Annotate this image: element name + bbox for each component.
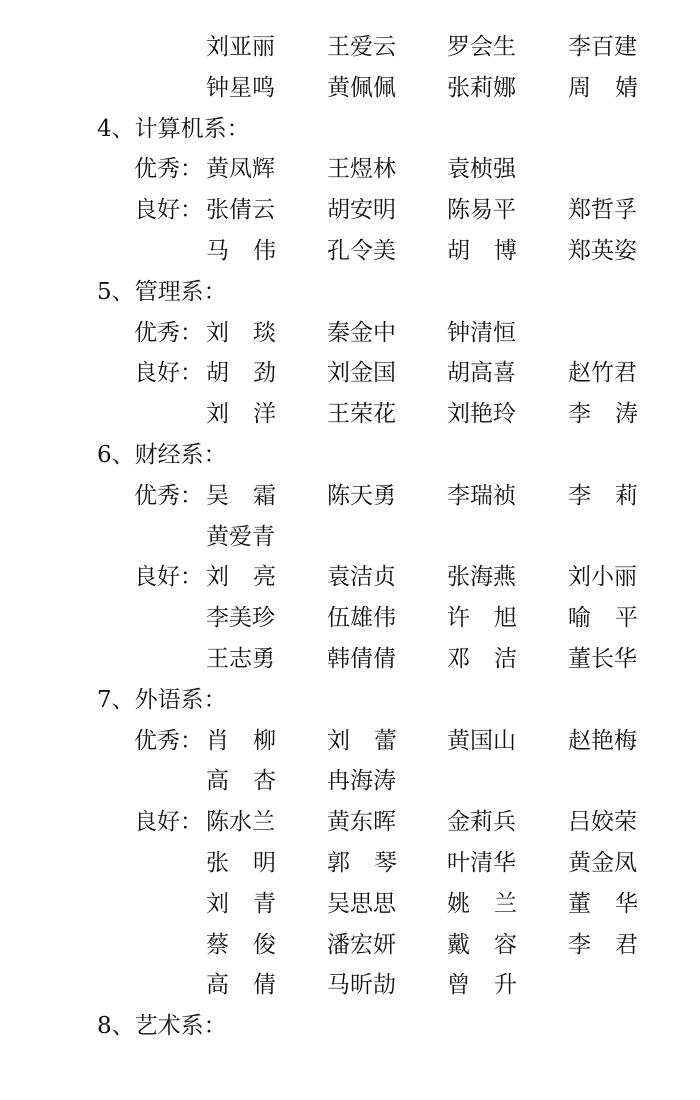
award-level-label: 优秀： (134, 727, 203, 754)
student-name: 刘小丽 (568, 564, 637, 591)
student-name: 陈天勇 (327, 482, 396, 509)
student-name: 钟星鸣 (206, 74, 275, 101)
name-row (0, 68, 700, 109)
student-name: 金莉兵 (447, 809, 516, 836)
student-name: 吴思思 (327, 890, 396, 917)
name-row (0, 394, 700, 435)
student-name: 董 华 (568, 890, 638, 917)
student-name: 黄凤辉 (206, 156, 275, 183)
student-name: 孔令美 (327, 237, 396, 264)
student-name: 黄金凤 (568, 849, 637, 876)
section-title: 8、艺术系： (97, 1013, 227, 1040)
student-name: 陈易平 (447, 197, 516, 224)
student-name: 邓 洁 (447, 645, 517, 672)
student-name: 张倩云 (206, 197, 275, 224)
name-row (0, 27, 700, 68)
student-name: 郑哲孚 (568, 197, 637, 224)
student-name: 王爱云 (327, 34, 396, 60)
name-row (0, 965, 700, 1006)
student-name: 王志勇 (206, 645, 275, 672)
student-name: 钟清恒 (447, 319, 516, 346)
award-level-label: 优秀： (134, 156, 203, 183)
student-name: 张 明 (206, 849, 276, 876)
student-name: 黄爱青 (206, 523, 275, 550)
student-name: 黄国山 (447, 727, 516, 754)
student-name: 黄东晖 (327, 809, 396, 836)
name-row (0, 761, 700, 802)
student-name: 郭 琴 (327, 849, 397, 876)
student-name: 许 旭 (447, 605, 517, 632)
award-level-label: 优秀： (134, 319, 203, 346)
student-name: 马 伟 (206, 237, 276, 264)
award-level-label: 良好： (134, 809, 203, 836)
student-name: 罗会生 (447, 34, 516, 60)
student-name: 胡高喜 (447, 360, 516, 387)
student-name: 袁洁贞 (327, 564, 396, 591)
student-name: 韩倩倩 (327, 645, 396, 672)
name-row (0, 925, 700, 966)
student-name: 胡安明 (327, 197, 396, 224)
section-title: 7、外语系： (97, 686, 227, 713)
section-title: 5、管理系： (97, 278, 227, 305)
student-name: 袁桢强 (447, 156, 516, 183)
student-name: 王荣花 (327, 401, 396, 428)
student-name: 马昕劼 (327, 972, 396, 999)
student-name: 李 涛 (568, 401, 638, 428)
name-row (0, 639, 700, 680)
student-name: 周 婧 (568, 74, 638, 101)
award-level-label: 良好： (134, 564, 203, 591)
student-name: 秦金中 (327, 319, 396, 346)
student-name: 戴 容 (447, 931, 517, 958)
student-name: 李百建 (568, 34, 637, 60)
award-level-label: 良好： (134, 360, 203, 387)
section-title-line (0, 272, 700, 313)
student-name: 吕姣荣 (568, 809, 637, 836)
name-row (0, 802, 700, 843)
name-row (0, 353, 700, 394)
name-row (0, 884, 700, 925)
student-name: 刘 蕾 (327, 727, 397, 754)
student-name: 张莉娜 (447, 74, 516, 101)
student-name: 王煜林 (327, 156, 396, 183)
student-name: 刘 洋 (206, 401, 276, 428)
name-row (0, 190, 700, 231)
student-name: 郑英姿 (568, 237, 637, 264)
student-name: 潘宏妍 (327, 931, 396, 958)
student-name: 刘金国 (327, 360, 396, 387)
student-name: 李瑞祯 (447, 482, 516, 509)
section-title-line (0, 435, 700, 476)
student-name: 赵竹君 (568, 360, 637, 387)
section-title-line (0, 1006, 700, 1047)
student-name: 刘 亮 (206, 564, 276, 591)
student-name: 李 君 (568, 931, 638, 958)
student-name: 姚 兰 (447, 890, 517, 917)
student-name: 胡 劲 (206, 360, 276, 387)
award-level-label: 良好： (134, 197, 203, 224)
name-row (0, 231, 700, 272)
section-title-line (0, 680, 700, 721)
name-row (0, 149, 700, 190)
student-name: 刘 青 (206, 890, 276, 917)
student-name: 高 杏 (206, 768, 276, 795)
student-name: 董长华 (568, 645, 637, 672)
name-row (0, 517, 700, 558)
name-row (0, 313, 700, 354)
section-title: 6、财经系： (97, 441, 227, 468)
student-name: 高 倩 (206, 972, 276, 999)
student-name: 刘 琰 (206, 319, 276, 346)
student-name: 刘亚丽 (206, 34, 275, 60)
student-name: 李 莉 (568, 482, 638, 509)
student-name: 喻 平 (568, 605, 638, 632)
student-name: 张海燕 (447, 564, 516, 591)
student-name: 赵艳梅 (568, 727, 637, 754)
student-name: 冉海涛 (327, 768, 396, 795)
section-title: 4、计算机系： (97, 115, 250, 142)
name-row (0, 557, 700, 598)
student-name: 叶清华 (447, 849, 516, 876)
name-row (0, 598, 700, 639)
student-name: 肖 柳 (206, 727, 276, 754)
award-level-label: 优秀： (134, 482, 203, 509)
student-name: 吴 霜 (206, 482, 276, 509)
student-name: 李美珍 (206, 605, 275, 632)
student-name: 蔡 俊 (206, 931, 276, 958)
student-name: 伍雄伟 (327, 605, 396, 632)
student-name: 陈水兰 (206, 809, 275, 836)
section-title-line (0, 109, 700, 150)
name-row (0, 721, 700, 762)
student-name: 曾 升 (447, 972, 517, 999)
student-name: 刘艳玲 (447, 401, 516, 428)
student-name: 胡 博 (447, 237, 517, 264)
student-name: 黄佩佩 (327, 74, 396, 101)
name-row (0, 476, 700, 517)
name-row (0, 843, 700, 884)
